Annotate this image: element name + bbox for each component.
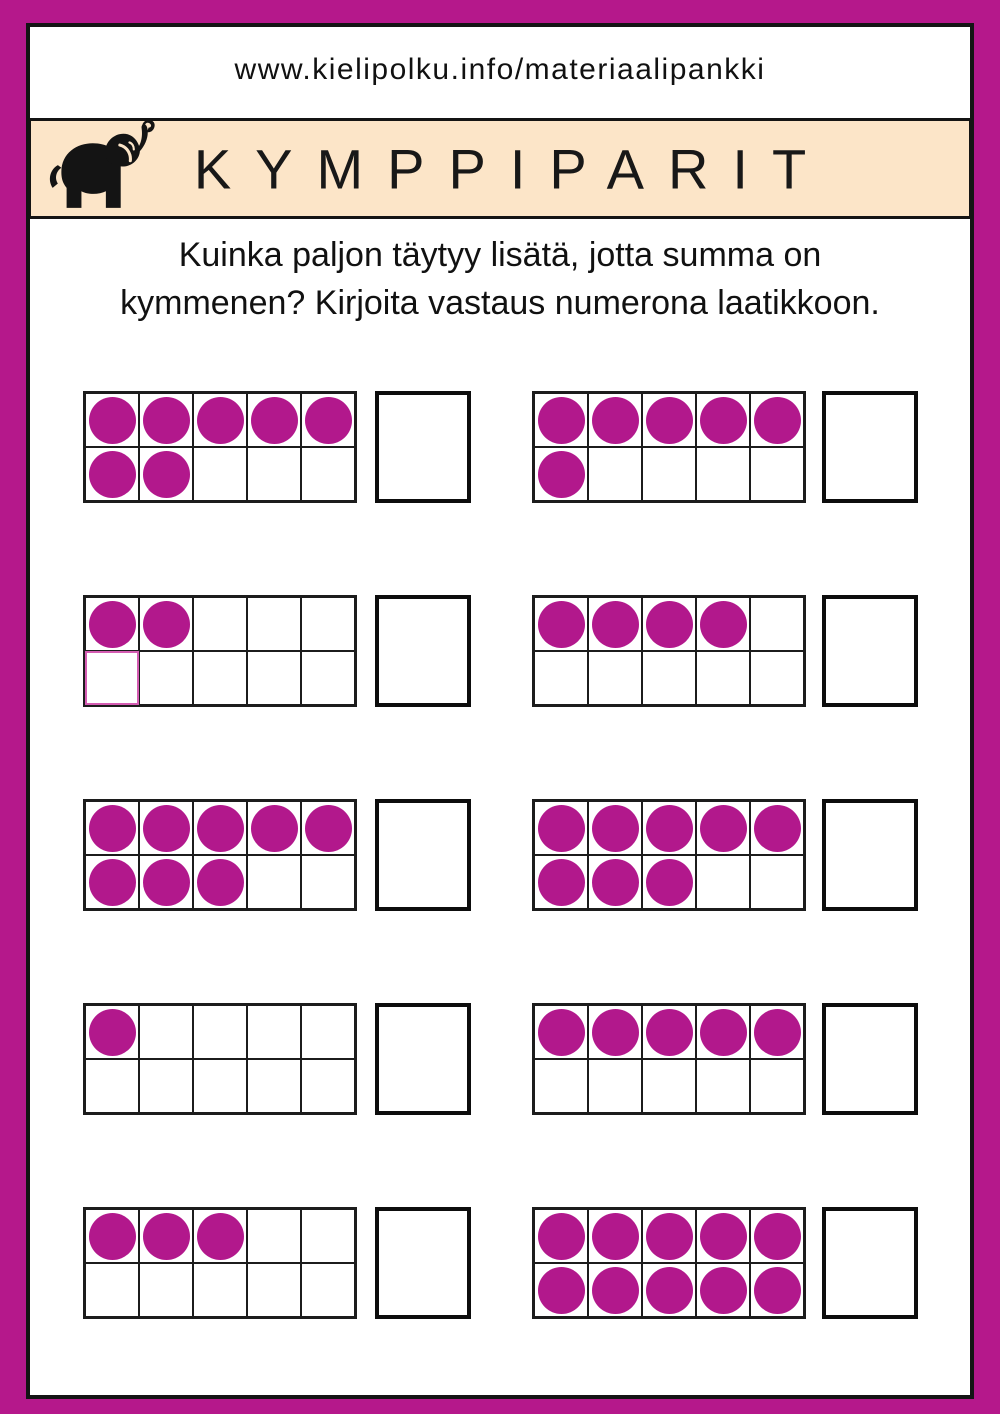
ten-frame-cell: [588, 651, 642, 705]
ten-frame-cell: [642, 1263, 696, 1317]
counter-dot: [197, 397, 244, 444]
ten-frame: [532, 595, 806, 707]
counter-dot: [592, 601, 639, 648]
ten-frame-cell: [139, 597, 193, 651]
ten-frame-cell: [139, 1005, 193, 1059]
ten-frame-cell: [85, 597, 139, 651]
ten-frame-cell: [301, 447, 355, 501]
ten-frame-cell: [750, 1263, 804, 1317]
counter-dot: [89, 1009, 136, 1056]
ten-frame: [532, 799, 806, 911]
ten-frame-cell: [247, 801, 301, 855]
counter-dot: [89, 601, 136, 648]
counter-dot: [592, 1213, 639, 1260]
ten-frame-cell: [139, 1059, 193, 1113]
counter-dot: [592, 859, 639, 906]
ten-frame-cell: [301, 1059, 355, 1113]
ten-frame-cell: [534, 393, 588, 447]
ten-frame-cell: [193, 393, 247, 447]
ten-frame-cell: [247, 855, 301, 909]
ten-frame-cell: [534, 1263, 588, 1317]
ten-frame-cell: [85, 1059, 139, 1113]
ten-frame-cell: [588, 855, 642, 909]
ten-frame-cell: [301, 1005, 355, 1059]
ten-frame-cell: [301, 393, 355, 447]
counter-dot: [538, 1267, 585, 1314]
ten-frame-cell: [750, 651, 804, 705]
ten-frame-cell: [85, 1005, 139, 1059]
counter-dot: [197, 859, 244, 906]
ten-frame-cell: [139, 855, 193, 909]
ten-frame-cell: [301, 651, 355, 705]
answer-box[interactable]: [375, 1207, 471, 1319]
ten-frame-cell: [534, 597, 588, 651]
counter-dot: [592, 1009, 639, 1056]
ten-frame-cell: [247, 447, 301, 501]
problems-grid: [30, 391, 970, 1331]
counter-dot: [143, 397, 190, 444]
ten-frame: [532, 1207, 806, 1319]
answer-box[interactable]: [822, 1207, 918, 1319]
counter-dot: [646, 859, 693, 906]
answer-box[interactable]: [375, 595, 471, 707]
ten-frame-cell: [588, 801, 642, 855]
ten-frame-cell: [85, 801, 139, 855]
ten-frame-cell: [696, 1005, 750, 1059]
ten-frame-cell: [696, 597, 750, 651]
ten-frame-cell: [642, 393, 696, 447]
problem-row4-left: [83, 1003, 471, 1115]
counter-dot: [700, 1267, 747, 1314]
counter-dot: [592, 397, 639, 444]
answer-box[interactable]: [822, 391, 918, 503]
counter-dot: [592, 1267, 639, 1314]
ten-frame-cell: [750, 1059, 804, 1113]
answer-box[interactable]: [822, 595, 918, 707]
counter-dot: [700, 601, 747, 648]
worksheet-title: KYMPPIPARIT: [193, 137, 831, 200]
ten-frame-cell: [642, 1005, 696, 1059]
ten-frame: [83, 1003, 357, 1115]
counter-dot: [89, 805, 136, 852]
ten-frame-cell: [696, 393, 750, 447]
ten-frame-cell: [85, 447, 139, 501]
instructions-line-2: kymmenen? Kirjoita vastaus numerona laatikkoon.: [120, 284, 880, 322]
ten-frame-cell: [750, 1209, 804, 1263]
ten-frame-cell: [85, 1263, 139, 1317]
ten-frame-cell: [301, 597, 355, 651]
title-banner: [28, 118, 972, 219]
counter-dot: [538, 397, 585, 444]
counter-dot: [251, 397, 298, 444]
ten-frame-cell: [139, 801, 193, 855]
counter-dot: [305, 805, 352, 852]
counter-dot: [89, 451, 136, 498]
ten-frame-cell: [642, 651, 696, 705]
counter-dot: [700, 805, 747, 852]
ten-frame-cell: [139, 1209, 193, 1263]
problem-row4-right: [532, 1003, 918, 1115]
ten-frame-cell: [696, 801, 750, 855]
ten-frame-cell: [85, 855, 139, 909]
ten-frame-cell: [534, 447, 588, 501]
ten-frame-cell: [588, 393, 642, 447]
ten-frame-cell: [193, 1263, 247, 1317]
counter-dot: [700, 1213, 747, 1260]
ten-frame-cell: [696, 855, 750, 909]
ten-frame-cell: [247, 1263, 301, 1317]
ten-frame-cell: [534, 1209, 588, 1263]
counter-dot: [197, 1213, 244, 1260]
ten-frame-cell: [534, 801, 588, 855]
ten-frame-cell: [588, 1263, 642, 1317]
answer-box[interactable]: [375, 1003, 471, 1115]
answer-box[interactable]: [822, 799, 918, 911]
counter-dot: [538, 451, 585, 498]
ten-frame-cell: [247, 1209, 301, 1263]
ten-frame-cell: [534, 855, 588, 909]
ten-frame-cell: [193, 801, 247, 855]
counter-dot: [538, 1009, 585, 1056]
ten-frame-cell: [696, 1059, 750, 1113]
counter-dot: [646, 601, 693, 648]
answer-box[interactable]: [822, 1003, 918, 1115]
ten-frame-cell: [696, 1263, 750, 1317]
counter-dot: [646, 1213, 693, 1260]
ten-frame: [532, 1003, 806, 1115]
problem-row1-left: [83, 391, 471, 503]
counter-dot: [538, 805, 585, 852]
ten-frame-cell: [301, 1263, 355, 1317]
ten-frame: [532, 391, 806, 503]
ten-frame-cell: [642, 1209, 696, 1263]
ten-frame-cell: [247, 393, 301, 447]
ten-frame-cell: [696, 651, 750, 705]
counter-dot: [89, 397, 136, 444]
ten-frame-cell: [534, 651, 588, 705]
worksheet-content: [26, 23, 974, 1399]
counter-dot: [700, 1009, 747, 1056]
answer-box[interactable]: [375, 799, 471, 911]
ten-frame-cell: [750, 1005, 804, 1059]
counter-dot: [646, 805, 693, 852]
ten-frame-cell: [750, 801, 804, 855]
ten-frame-cell: [193, 1209, 247, 1263]
answer-box[interactable]: [375, 391, 471, 503]
ten-frame: [83, 799, 357, 911]
ten-frame-cell: [247, 597, 301, 651]
ten-frame-cell: [642, 855, 696, 909]
ten-frame: [83, 595, 357, 707]
ten-frame-cell: [642, 447, 696, 501]
ten-frame-cell: [642, 597, 696, 651]
problem-row1-right: [532, 391, 918, 503]
problem-row3-right: [532, 799, 918, 911]
counter-dot: [646, 1009, 693, 1056]
ten-frame-cell: [193, 855, 247, 909]
counter-dot: [646, 1267, 693, 1314]
counter-dot: [538, 601, 585, 648]
problem-row2-right: [532, 595, 918, 707]
ten-frame-cell: [139, 393, 193, 447]
counter-dot: [754, 397, 801, 444]
ten-frame-cell: [139, 1263, 193, 1317]
ten-frame-cell: [139, 651, 193, 705]
counter-dot: [251, 805, 298, 852]
ten-frame-cell: [696, 447, 750, 501]
ten-frame-cell: [193, 1059, 247, 1113]
ten-frame-cell: [588, 447, 642, 501]
ten-frame-cell: [588, 597, 642, 651]
ten-frame-cell: [750, 447, 804, 501]
ten-frame-cell: [588, 1059, 642, 1113]
ten-frame-cell: [642, 1059, 696, 1113]
counter-dot: [143, 451, 190, 498]
counter-dot: [700, 397, 747, 444]
ten-frame-cell: [193, 651, 247, 705]
ten-frame-cell: [750, 597, 804, 651]
counter-dot: [143, 805, 190, 852]
ten-frame-cell: [588, 1005, 642, 1059]
ten-frame: [83, 1207, 357, 1319]
problem-row2-left: [83, 595, 471, 707]
counter-dot: [538, 1213, 585, 1260]
ten-frame-cell: [750, 855, 804, 909]
counter-dot: [89, 859, 136, 906]
ten-frame-cell: [247, 1005, 301, 1059]
instructions-line-1: Kuinka paljon täytyy lisätä, jotta summa on: [178, 236, 822, 274]
ten-frame-cell: [139, 447, 193, 501]
ten-frame-cell: [85, 1209, 139, 1263]
ten-frame-cell: [193, 1005, 247, 1059]
ten-frame-cell: [193, 597, 247, 651]
ten-frame-cell-highlighted: [85, 651, 139, 705]
counter-dot: [646, 397, 693, 444]
ten-frame-cell: [301, 855, 355, 909]
counter-dot: [143, 1213, 190, 1260]
counter-dot: [754, 1267, 801, 1314]
counter-dot: [754, 1213, 801, 1260]
ten-frame-cell: [193, 447, 247, 501]
counter-dot: [143, 601, 190, 648]
counter-dot: [592, 805, 639, 852]
ten-frame-cell: [85, 393, 139, 447]
counter-dot: [89, 1213, 136, 1260]
ten-frame: [83, 391, 357, 503]
counter-dot: [197, 805, 244, 852]
ten-frame-cell: [534, 1005, 588, 1059]
ten-frame-cell: [301, 1209, 355, 1263]
ten-frame-cell: [247, 1059, 301, 1113]
ten-frame-cell: [247, 651, 301, 705]
ten-frame-cell: [534, 1059, 588, 1113]
problem-row5-right: [532, 1207, 918, 1319]
counter-dot: [305, 397, 352, 444]
source-url: www.kielipolku.info/materiaalipankki: [234, 53, 766, 86]
ten-frame-cell: [750, 393, 804, 447]
problem-row3-left: [83, 799, 471, 911]
ten-frame-cell: [696, 1209, 750, 1263]
problem-row5-left: [83, 1207, 471, 1319]
counter-dot: [754, 805, 801, 852]
counter-dot: [754, 1009, 801, 1056]
ten-frame-cell: [588, 1209, 642, 1263]
counter-dot: [143, 859, 190, 906]
ten-frame-cell: [301, 801, 355, 855]
counter-dot: [538, 859, 585, 906]
ten-frame-cell: [642, 801, 696, 855]
instructions-text: [30, 231, 970, 327]
